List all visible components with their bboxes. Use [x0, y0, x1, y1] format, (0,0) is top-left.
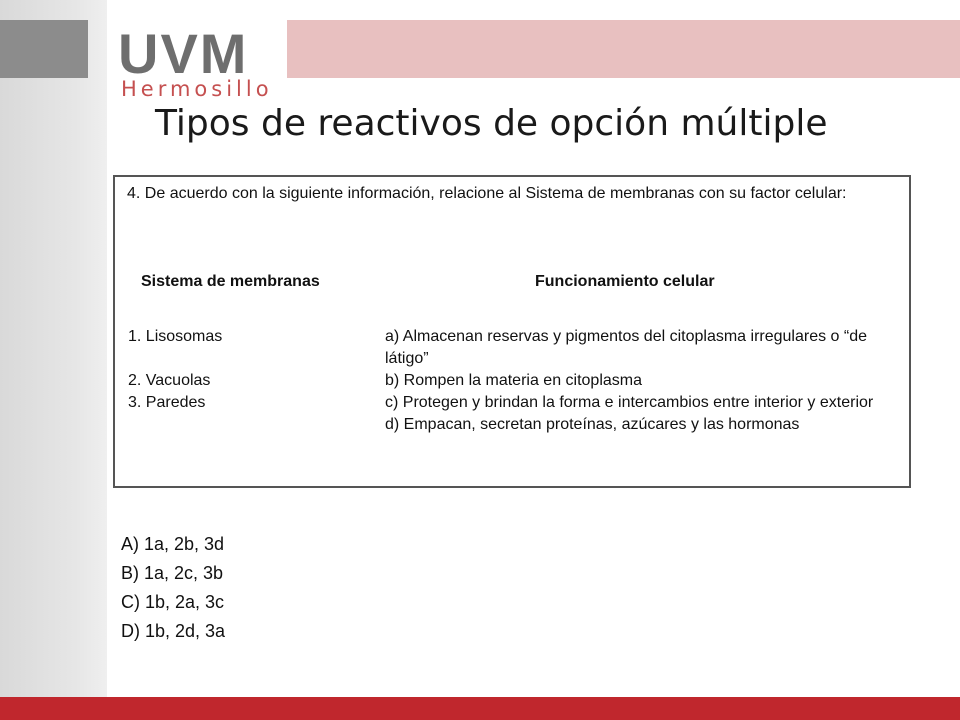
membrane-item: 3. Paredes — [128, 394, 206, 411]
slide-title: Tipos de reactivos de opción múltiple — [155, 103, 828, 144]
membrane-item: 2. Vacuolas — [128, 372, 211, 389]
answer-option: A) 1a, 2b, 3d — [121, 534, 225, 554]
answer-options — [121, 530, 225, 646]
header-right: Funcionamiento celular — [535, 273, 715, 290]
left-sidebar — [0, 0, 107, 697]
function-item: b) Rompen la materia en citoplasma — [385, 372, 643, 389]
answer-option: C) 1b, 2a, 3c — [121, 592, 225, 612]
answer-option: D) 1b, 2d, 3a — [121, 621, 226, 641]
function-item: a) Almacenan reservas y pigmentos del citoplasma irregulares o “de látigo” — [385, 328, 868, 367]
membrane-item: 1. Lisosomas — [128, 328, 223, 345]
answer-option: B) 1a, 2c, 3b — [121, 563, 224, 583]
function-item: c) Protegen y brindan la forma e intercambios entre interior y exterior — [385, 394, 874, 411]
question-box — [113, 175, 911, 488]
header-left: Sistema de membranas — [141, 273, 320, 290]
uvm-logo — [118, 22, 273, 101]
logo-subtitle: Hermosillo — [121, 77, 273, 101]
logo-text: UVM — [118, 22, 249, 85]
footer-bar — [0, 697, 960, 720]
top-pink-band — [287, 20, 960, 78]
question-text: 4. De acuerdo con la siguiente información, relacione al Sistema de membranas con su factor celular: — [127, 185, 847, 202]
top-gray-band — [0, 20, 88, 78]
function-item: d) Empacan, secretan proteínas, azúcares y las hormonas — [385, 416, 800, 433]
function-list — [385, 326, 895, 436]
